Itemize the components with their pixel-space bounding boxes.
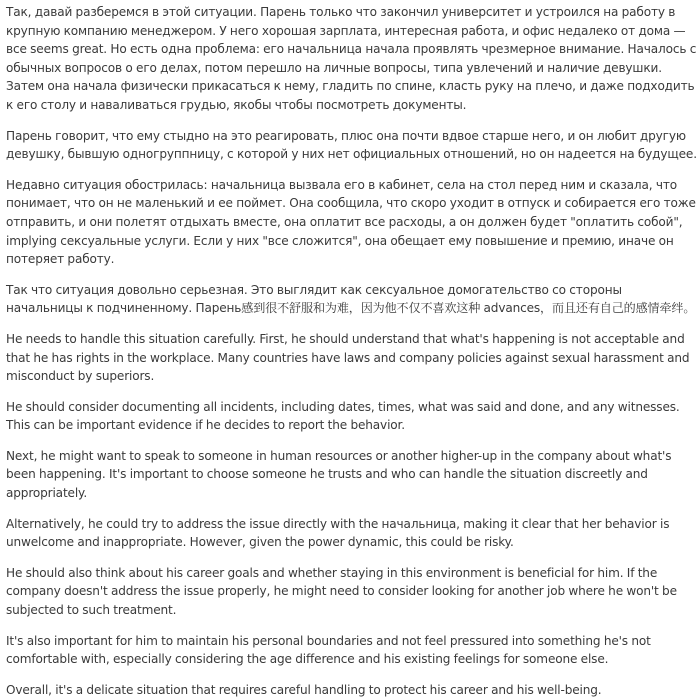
paragraph-10: It's also important for him to maintain his personal boundaries and not feel pressured into something he's not comfortable with, especially considering the age difference and his existing feelings for someone else. bbox=[6, 633, 651, 667]
paragraph-3: Недавно ситуация обострилась: начальница вызвала его в кабинет, села на стол перед ним и сказала, что понимает, что он не маленький и ее поймет. Она сообщила, что скоро уходит в отпуск и собирается его тоже отправить, и они полетят отдыхать вместе, она оплатит все расходы, а он должен будет "оплатить собой", implying сексуальные услуги. Если у них "все сложится", она обещает ему повышение и премию, иначе он потеряет работу. bbox=[6, 177, 696, 267]
paragraph-8: Alternatively, he could try to address the issue directly with the начальница, making it clear that her behavior is unwelcome and inappropriate. However, given the power dynamic, this could be risky. bbox=[6, 516, 670, 550]
paragraph-5: He needs to handle this situation carefully. First, he should understand that what's happening is not acceptable and that he has rights in the workplace. Many countries have laws and company policies against sexual harassment and misconduct by superiors. bbox=[6, 331, 690, 384]
paragraph-7: Next, he might want to speak to someone in human resources or another higher-up in the company about what's been happening. It's important to choose someone he trusts and who can handle the situation discreetly and appropriately. bbox=[6, 448, 672, 501]
paragraph-11: Overall, it's a delicate situation that requires careful handling to protect his career and his well-being. bbox=[6, 682, 602, 697]
paragraph-4: Так что ситуация довольно серьезная. Это выглядит как сексуальное домогательство со стороны начальницы к подчиненному. Парень感到很不舒服和为难，因为他不仅不喜欢这种 advances，而且还有自己的感情牵绊。 bbox=[6, 282, 696, 316]
paragraph-6: He should consider documenting all incidents, including dates, times, what was said and done, and any witnesses. This can be important evidence if he decides to report the behavior. bbox=[6, 399, 680, 433]
paragraph-1: Так, давай разберемся в этой ситуации. Парень только что закончил университет и устроился на работу в крупную компанию менеджером. У него хорошая зарплата, интересная работа, и офис недалеко от дома — все seems great. Но есть одна проблема: его начальница начала проявлять чрезмерное внимание. Началось с обычных вопросов о его делах, потом перешло на личные вопросы, типа увлечений и наличие девушки. Затем она начала физически прикасаться к нему, гладить по спине, класть руку на плечо, и даже подходить к его столу и наваливаться грудью, якобы чтобы посмотреть документы. bbox=[6, 5, 697, 112]
paragraph-9: He should also think about his career goals and whether staying in this environment is beneficial for him. If the company doesn't address the issue properly, he might need to consider looking for another job where he won't be subjected to such treatment. bbox=[6, 565, 677, 618]
paragraph-2: Парень говорит, что ему стыдно на это реагировать, плюс она почти вдвое старше него, и он любит другую девушку, бывшую одногруппницу, с которой у них нет официальных отношений, но он надеется на будущее. bbox=[6, 128, 697, 162]
